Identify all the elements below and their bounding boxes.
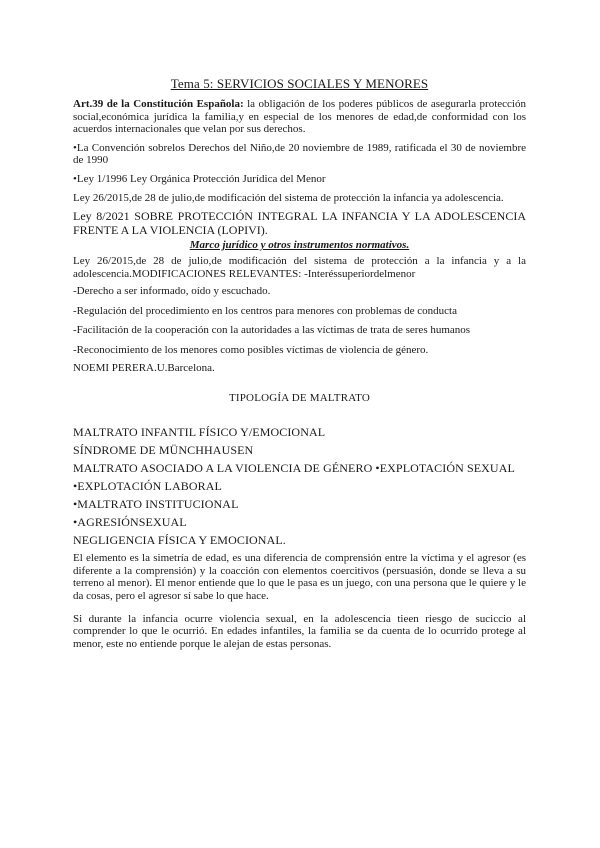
ley2015-paragraph: Ley 26/2015,de 28 de julio,de modificación del sistema de protección la infancia ya adolescencia.	[73, 191, 504, 204]
tipo-item: MALTRATO ASOCIADO A LA VIOLENCIA DE GÉNERO •EXPLOTACIÓN SEXUAL	[73, 461, 515, 476]
list-item: -Facilitación de la cooperación con la autoridades a las víctimas de trata de seres humanos	[73, 324, 471, 337]
page-title: Tema 5: SERVICIOS SOCIALES Y MENORES	[170, 76, 429, 91]
tipo-item: •MALTRATO INSTITUCIONAL	[73, 497, 239, 512]
tipo-item: •AGRESIÓNSEXUAL	[73, 515, 187, 530]
tipologia-heading: TIPOLOGÍA DE MALTRATO	[228, 392, 371, 405]
tipo-item: MALTRATO INFANTIL FÍSICO Y/EMOCIONAL	[73, 425, 326, 440]
art39-text: la obligación de los poderes públicos de asegurarla protección social,económica jurídica la familia,y en especial de los menores de edad,de conformidad con los acuerdos internacionales que velan por sus derechos.	[73, 98, 526, 136]
convencion-paragraph: •La Convención sobrelos Derechos del Niño,de 20 noviembre de 1989, ratificada el 30 de noviembre de 1990	[73, 141, 526, 167]
art39-lead: Art.39 de la Constitución Española:	[73, 98, 244, 110]
modificaciones-list	[73, 285, 526, 356]
art39-paragraph	[73, 98, 526, 136]
ley2021-block	[73, 210, 526, 237]
tipo-item: SÍNDROME DE MÜNCHHAUSEN	[73, 443, 254, 458]
list-item: -Regulación del procedimiento en los centros para menores con problemas de conducta	[73, 304, 457, 317]
list-item: -Reconocimiento de los menores como posibles víctimas de violencia de género.	[73, 343, 429, 356]
body-paragraph-1: El elemento es la simetría de edad, es una diferencia de comprensión entre la víctima y el agresor (es diferente a la comprensión) y la coacción con elementos coercitivos (persuasión, donde se lleva a su terreno al menor). El menor entiende que lo que le pasa es un juego, con una persona que le quiere y le da cosas, pero el agresor sí sabe lo que hace.	[73, 552, 526, 602]
ley1996-paragraph: •Ley 1/1996 Ley Orgánica Protección Jurídica del Menor	[73, 172, 326, 185]
author-line: NOEMI PERERA.U.Barcelona.	[73, 361, 215, 374]
tipo-item: •EXPLOTACIÓN LABORAL	[73, 479, 222, 494]
marco-heading: Marco jurídico y otros instrumentos normativos.	[189, 238, 410, 251]
tipos-list	[73, 426, 526, 547]
tipo-item: NEGLIGENCIA FÍSICA Y EMOCIONAL.	[73, 533, 286, 548]
ley2015b-paragraph: Ley 26/2015,de 28 de julio,de modificación del sistema de protección a la infancia y a la adolescencia.MODIFICACIONES RELEVANTES: -Interéssuperiordelmenor	[73, 254, 526, 280]
list-item: -Derecho a ser informado, oído y escuchado.	[73, 285, 271, 298]
body-paragraph-2: Si durante la infancia ocurre violencia sexual, en la adolescencia tieen riesgo de suciccio al comprender lo que le ocurrió. En edades infantiles, la familia se da cuenta de lo ocurrido protege al menor, este no entiende porque le alejan de estas personas.	[73, 612, 526, 650]
ley2021-paragraph: Ley 8/2021 SOBRE PROTECCIÓN INTEGRAL LA INFANCIA Y LA ADOLESCENCIA FRENTE A LA VIOLENCIA (LOPIVI).	[73, 209, 526, 237]
